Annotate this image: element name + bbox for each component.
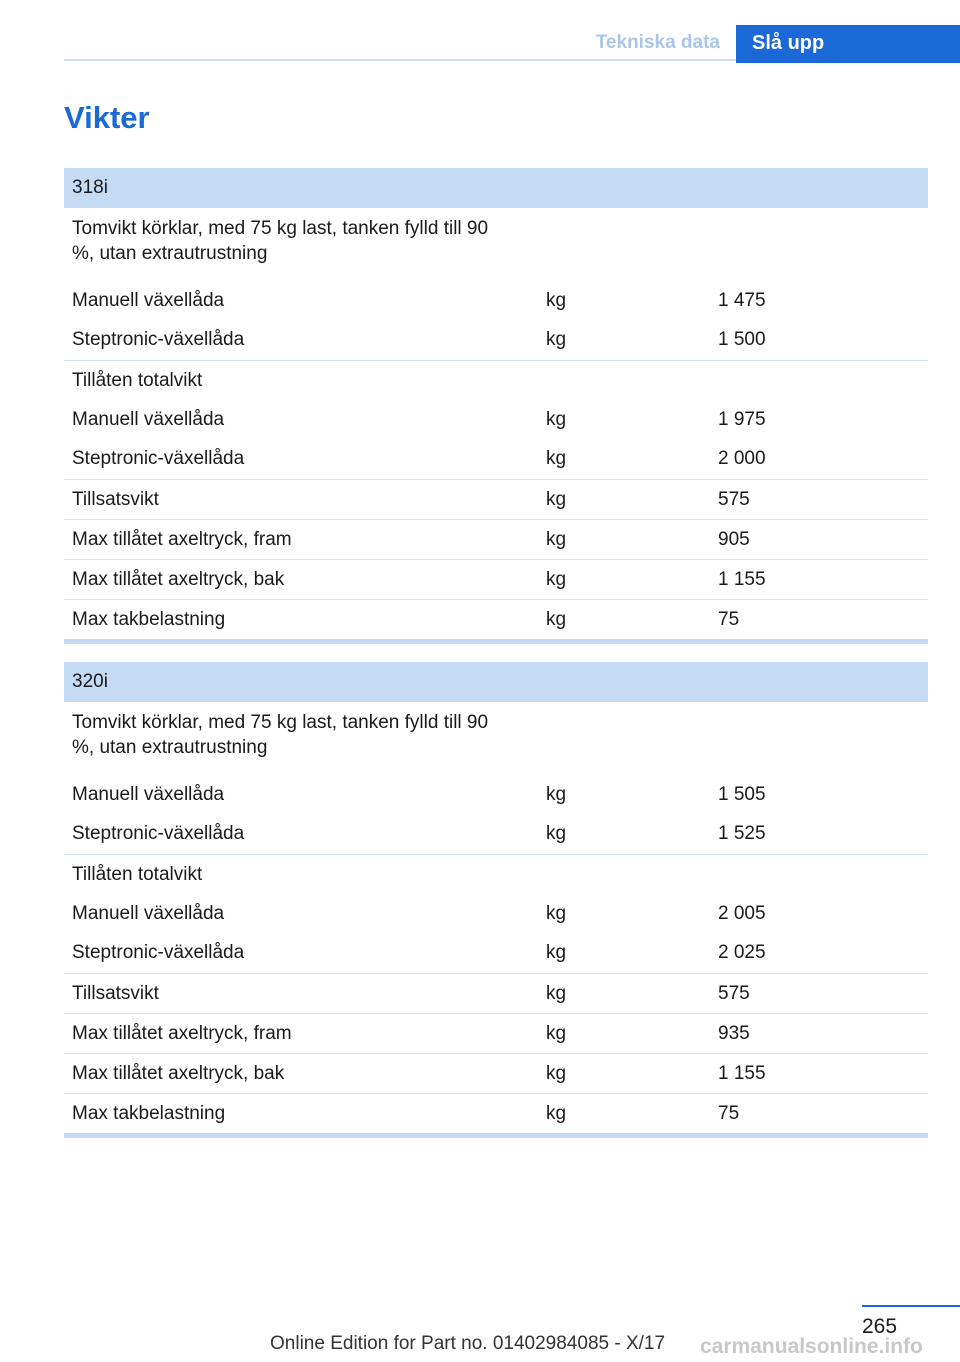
row-label: Tillsatsvikt [72,983,159,1004]
row-value: 1 975 [718,409,766,430]
section-tab-sla-upp[interactable]: Slå upp [736,25,960,63]
row-value: 75 [718,1103,740,1124]
row-label: Tomvikt körklar, med 75 kg last, tanken fylld till 90 %, utan extrautrustning [72,712,489,758]
table-row [64,559,928,599]
row-label: Manuell växellåda [72,290,225,311]
row-unit: kg [546,942,567,963]
row-unit: kg [546,329,567,350]
table-row [64,933,928,973]
row-label: Steptronic-växellåda [72,942,245,963]
row-label: Max takbelastning [72,609,226,630]
row-label: Steptronic-växellåda [72,448,245,469]
row-unit: kg [546,569,567,590]
table-end-bar [64,639,928,644]
table-row [64,599,928,639]
table-row [64,854,928,894]
row-unit: kg [546,489,567,510]
table-row [64,400,928,439]
row-label: Steptronic-växellåda [72,823,245,844]
edition-note: Online Edition for Part no. 01402984085 - X/17 [270,1333,666,1354]
row-label: Manuell växellåda [72,409,225,430]
table-header-model: 318i [64,168,928,208]
table-row [64,288,928,327]
table-row [64,439,928,479]
row-unit: kg [546,903,567,924]
page-number-rule [862,1305,960,1307]
row-value: 1 475 [718,290,766,311]
row-unit: kg [546,1063,567,1084]
row-unit: kg [546,983,567,1004]
table-row [64,479,928,519]
row-value: 2 000 [718,448,766,469]
row-label: Manuell växellåda [72,784,225,805]
row-label: Tillåten totalvikt [72,864,203,885]
table-end-bar [64,1133,928,1138]
row-unit: kg [546,609,567,630]
row-label: Tomvikt körklar, med 75 kg last, tanken fylld till 90 %, utan extrautrustning [72,218,489,264]
row-label: Max takbelastning [72,1103,226,1124]
row-unit: kg [546,529,567,550]
table-row [64,1093,928,1133]
weights-table-318i [64,168,928,644]
table-row [64,1013,928,1053]
table-row [64,702,928,782]
table-row [64,327,928,360]
table-row [64,782,928,821]
page-number: 265 [862,1315,898,1338]
row-value: 1 500 [718,329,766,350]
row-value: 1 155 [718,569,766,590]
row-value: 1 525 [718,823,766,844]
row-unit: kg [546,448,567,469]
table-row [64,973,928,1013]
row-value: 75 [718,609,740,630]
table-row [64,894,928,933]
row-label: Max tillåtet axeltryck, fram [72,529,292,550]
row-label: Tillsatsvikt [72,489,159,510]
row-value: 905 [718,529,750,550]
row-unit: kg [546,290,567,311]
row-unit: kg [546,784,567,805]
row-label: Tillåten totalvikt [72,370,203,391]
row-unit: kg [546,1023,567,1044]
table-row [64,360,928,400]
section-tab-tekniska-data[interactable]: Tekniska data [595,32,720,53]
page-title: Vikter [64,100,150,135]
row-label: Max tillåtet axeltryck, bak [72,569,285,590]
page-header [64,25,960,61]
row-label: Max tillåtet axeltryck, fram [72,1023,292,1044]
table-row [64,208,928,288]
row-value: 1 155 [718,1063,766,1084]
row-value: 575 [718,489,750,510]
row-value: 1 505 [718,784,766,805]
table-row [64,821,928,854]
row-label: Manuell växellåda [72,903,225,924]
table-row [64,1053,928,1093]
table-row [64,519,928,559]
row-unit: kg [546,409,567,430]
row-label: Steptronic-växellåda [72,329,245,350]
table-header-model: 320i [64,662,928,702]
row-unit: kg [546,1103,567,1124]
row-value: 2 005 [718,903,766,924]
row-unit: kg [546,823,567,844]
row-value: 935 [718,1023,750,1044]
row-value: 2 025 [718,942,766,963]
weights-table-320i [64,662,928,1138]
row-label: Max tillåtet axeltryck, bak [72,1063,285,1084]
row-value: 575 [718,983,750,1004]
watermark: carmanualsonline.info [700,1335,923,1358]
